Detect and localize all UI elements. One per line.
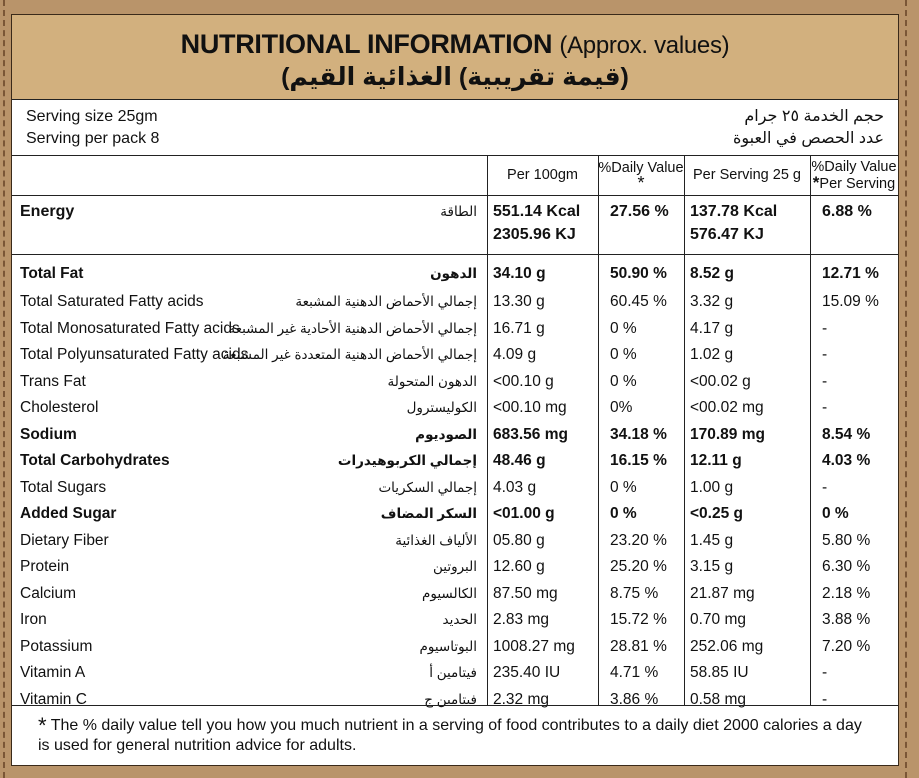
nutrient-name-en: Trans Fat	[20, 372, 86, 390]
value-dvserving: 5.80 %	[822, 531, 871, 549]
value-dv100: 3.86 %	[610, 690, 659, 708]
value-per100: 12.60 g	[493, 558, 545, 576]
value-perserving: 1.45 g	[690, 531, 734, 549]
value-perserving: 3.32 g	[690, 293, 734, 311]
table-row	[12, 528, 898, 555]
value-per100: <01.00 g	[493, 505, 555, 523]
value-perserving: 0.58 mg	[690, 690, 747, 708]
nutrient-name-ar: الألياف الغذائية	[395, 532, 477, 548]
footnote-text: The % daily value tell you how you much nutrient in a serving of food contributes to a daily diet 2000 calories a day is used for general nutrition advice for adults.	[38, 717, 862, 754]
title-approx: (Approx. values)	[559, 32, 730, 59]
value-dv100: 0%	[610, 399, 633, 417]
table-row	[12, 607, 898, 634]
nutrient-name-en: Added Sugar	[20, 505, 117, 523]
value-dvserving: 0 %	[822, 505, 849, 523]
table-row	[12, 475, 898, 502]
table-row	[12, 581, 898, 608]
value-perserving: 21.87 mg	[690, 584, 755, 602]
table-row	[12, 660, 898, 687]
value-dvserving: 3.88 %	[822, 611, 871, 629]
value-per100: 683.56 mg	[493, 425, 568, 443]
value-dvserving: 7.20 %	[822, 637, 871, 655]
value-perserving: 8.52 g	[690, 265, 734, 282]
col-per100: Per 100gm	[487, 155, 598, 196]
serving-info	[12, 100, 898, 156]
table-row	[12, 289, 898, 316]
value-per100: 235.40 IU	[493, 664, 561, 682]
nutrient-name-ar: البوتاسيوم	[419, 638, 477, 654]
energy-dv100: 27.56 %	[598, 196, 684, 255]
serving-pack-ar: عدد الحصص في العبوة	[732, 130, 884, 147]
value-dv100: 16.15 %	[610, 452, 667, 470]
nutrient-name-en: Protein	[20, 558, 70, 576]
value-perserving: 12.11 g	[690, 452, 742, 470]
dashed-border-left	[3, 0, 5, 778]
value-per100: 4.09 g	[493, 346, 537, 364]
table-row	[12, 255, 898, 290]
table-row	[12, 369, 898, 396]
value-per100: 2.83 mg	[493, 611, 550, 629]
table-row	[12, 342, 898, 369]
nutrient-name-en: Potassium	[20, 637, 93, 655]
title-bold: NUTRITIONAL INFORMATION	[180, 29, 553, 59]
nutrient-name-en: Vitamin C	[20, 690, 87, 708]
value-perserving: 3.15 g	[690, 558, 734, 576]
value-per100: <00.10 g	[493, 372, 554, 390]
value-dvserving: -	[822, 664, 828, 682]
value-perserving: 4.17 g	[690, 319, 734, 337]
nutrient-name-en: Vitamin A	[20, 664, 86, 682]
value-dvserving: 15.09 %	[822, 293, 879, 311]
energy-label-ar: الطاقة	[223, 196, 487, 255]
value-dvserving: 6.30 %	[822, 558, 871, 576]
nutrient-name-ar: إجمالي الأحماض الدهنية المتعددة غير المشبعة	[222, 347, 477, 363]
energy-dvserving: 6.88 %	[810, 196, 898, 255]
serving-size-en: Serving size 25gm	[26, 108, 158, 125]
nutrient-name-en: Total Fat	[20, 265, 84, 282]
value-dvserving: 8.54 %	[822, 425, 871, 443]
table-row	[12, 422, 898, 449]
nutrient-name-ar: الصوديوم	[415, 426, 477, 442]
nutrient-name-ar: فيتامين أ	[429, 665, 477, 681]
value-per100: 48.46 g	[493, 452, 546, 470]
nutrient-name-en: Total Polyunsaturated Fatty acids	[20, 346, 249, 364]
nutrient-name-ar: الدهون المتحولة	[387, 373, 477, 389]
serving-pack-en: Serving per pack 8	[26, 130, 160, 147]
nutrient-name-ar: الدهون	[430, 266, 477, 281]
nutrition-table	[12, 155, 898, 713]
footnote	[12, 705, 898, 765]
col-dvserving: %Daily Value *Per Serving	[810, 155, 898, 196]
nutrient-name-en: Calcium	[20, 584, 76, 602]
table-row	[12, 501, 898, 528]
nutrient-name-ar: الكوليسترول	[406, 400, 477, 416]
serving-size-ar: حجم الخدمة ٢٥ جرام	[744, 108, 884, 125]
nutrient-name-en: Total Saturated Fatty acids	[20, 293, 204, 311]
value-per100: 13.30 g	[493, 293, 545, 311]
col-perserving: Per Serving 25 g	[684, 155, 810, 196]
value-per100: 34.10 g	[493, 265, 546, 282]
value-dv100: 0 %	[610, 346, 637, 364]
value-per100: 2.32 mg	[493, 690, 550, 708]
value-per100: 87.50 mg	[493, 584, 558, 602]
value-perserving: 252.06 mg	[690, 637, 764, 655]
value-perserving: 1.00 g	[690, 478, 734, 496]
value-perserving: <00.02 mg	[690, 399, 764, 417]
row-energy	[12, 196, 898, 255]
table-row	[12, 395, 898, 422]
value-per100: 16.71 g	[493, 319, 545, 337]
value-perserving: 1.02 g	[690, 346, 734, 364]
value-dv100: 0 %	[610, 505, 637, 523]
energy-per100: 551.14 Kcal 2305.96 KJ	[487, 196, 598, 255]
value-dv100: 60.45 %	[610, 293, 667, 311]
nutrient-name-ar: فيتامين ج	[424, 691, 477, 707]
value-dv100: 28.81 %	[610, 637, 667, 655]
nutrient-name-en: Iron	[20, 611, 47, 629]
nutrient-name-ar: الحديد	[442, 612, 477, 628]
nutrient-name-ar: الكالسيوم	[422, 585, 477, 601]
value-dvserving: -	[822, 690, 828, 708]
value-dvserving: -	[822, 319, 828, 337]
value-dvserving: -	[822, 372, 828, 390]
footnote-star-icon: *	[38, 713, 47, 738]
nutrient-name-en: Total Monosaturated Fatty acids	[20, 319, 240, 337]
nutrient-name-en: Cholesterol	[20, 399, 99, 417]
value-perserving: <00.02 g	[690, 372, 751, 390]
value-dv100: 34.18 %	[610, 425, 667, 443]
value-perserving: 58.85 IU	[690, 664, 749, 682]
value-dvserving: 2.18 %	[822, 584, 871, 602]
value-dv100: 15.72 %	[610, 611, 667, 629]
value-perserving: <0.25 g	[690, 505, 743, 523]
nutrient-name-en: Sodium	[20, 425, 77, 443]
value-per100: 1008.27 mg	[493, 637, 575, 655]
dashed-border-right	[905, 0, 907, 778]
value-dvserving: -	[822, 478, 828, 496]
col-dv100: %Daily Value *	[598, 155, 684, 196]
nutrient-name-ar: البروتين	[432, 559, 477, 575]
value-per100: 4.03 g	[493, 478, 537, 496]
value-per100: <00.10 mg	[493, 399, 567, 417]
energy-label-en: Energy	[12, 196, 223, 255]
title-arabic: (قيمة تقريبية) الغذائية القيم)	[281, 63, 629, 91]
value-dv100: 8.75 %	[610, 584, 659, 602]
table-row	[12, 554, 898, 581]
value-dv100: 0 %	[610, 372, 637, 390]
value-dvserving: 12.71 %	[822, 265, 879, 282]
nutrient-name-ar: السكر المضاف	[380, 506, 477, 522]
nutrient-rows	[12, 255, 898, 714]
energy-perserving: 137.78 Kcal 576.47 KJ	[684, 196, 810, 255]
nutrient-name-en: Dietary Fiber	[20, 531, 109, 549]
nutrient-name-ar: إجمالي الأحماض الدهنية المشبعة	[295, 294, 477, 310]
value-dv100: 0 %	[610, 319, 637, 337]
value-dvserving: -	[822, 346, 828, 364]
value-dv100: 0 %	[610, 478, 637, 496]
nutrient-name-en: Total Carbohydrates	[20, 452, 170, 470]
nutrition-panel	[11, 14, 899, 766]
value-dv100: 50.90 %	[610, 265, 667, 282]
value-dvserving: 4.03 %	[822, 452, 871, 470]
value-per100: 05.80 g	[493, 531, 545, 549]
value-perserving: 170.89 mg	[690, 425, 765, 443]
header-band	[12, 15, 898, 100]
value-dvserving: -	[822, 399, 828, 417]
value-dv100: 23.20 %	[610, 531, 667, 549]
nutrient-name-ar: إجمالي الكربوهيدرات	[337, 453, 477, 469]
table-row	[12, 448, 898, 475]
value-dv100: 25.20 %	[610, 558, 667, 576]
nutrient-name-ar: إجمالي السكريات	[378, 479, 477, 495]
nutrient-name-en: Total Sugars	[20, 478, 107, 496]
value-perserving: 0.70 mg	[690, 611, 747, 629]
value-dv100: 4.71 %	[610, 664, 659, 682]
table-row	[12, 634, 898, 661]
page-title	[12, 15, 898, 60]
nutrient-name-ar: إجمالي الأحماض الدهنية الأحادية غير المشبعة	[228, 320, 477, 336]
table-row	[12, 316, 898, 343]
